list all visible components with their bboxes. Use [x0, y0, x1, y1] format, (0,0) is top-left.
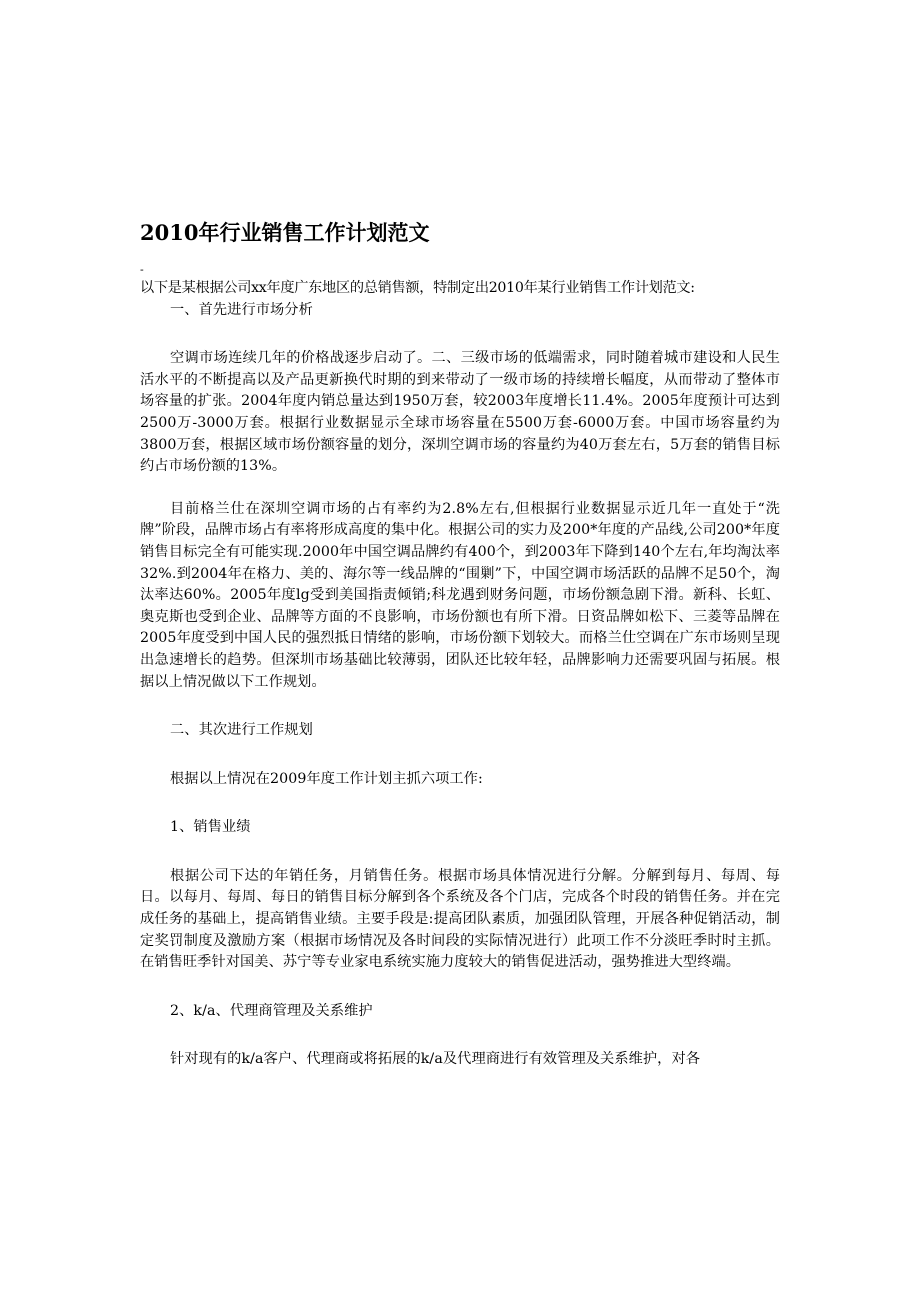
section-heading-work-plan: 二、其次进行工作规划 — [170, 722, 313, 739]
paragraph-sales-targets: 根据公司下达的年销任务，月销售任务。根据市场具体情况进行分解。分解到每月、每周、每日。以每月、每周、每日的销售目标分解到各个系统及各个门店，完成各个时段的销售任务。并在完成任务的基础上，提高销售业绩。主要手段是:提高团队素质，加强团队管理，开展各种促销活动，制定奖罚制度及激励方案（根据市场情况及各时间段的实际情况进行）此项工作不分淡旺季时时主抓。在销售旺季针对国美、苏宁等专业家电系统实施力度较大的销售促进活动，强势推进大型终端。 — [140, 867, 780, 971]
document-title: 2010年行业销售工作计划范文 — [140, 220, 430, 245]
intro-paragraph: 以下是某根据公司xx年度广东地区的总销售额，特制定出2010年某行业销售工作计划范文: — [140, 280, 695, 296]
document-body — [140, 216, 780, 1071]
item-heading-ka-agent-management: 2、k/a、代理商管理及关系维护 — [170, 1002, 373, 1019]
item-heading-sales-performance: 1、销售业绩 — [170, 819, 251, 836]
paragraph-six-tasks: 根据以上情况在2009年度工作计划主抓六项工作: — [170, 770, 483, 787]
paragraph-brand-competition: 目前格兰仕在深圳空调市场的占有率约为2.8%左右,但根据行业数据显示近几年一直处于“洗牌”阶段，品牌市场占有率将形成高度的集中化。根据公司的实力及200*年度的产品线,公司200*年度销售目标完全有可能实现.2000年中国空调品牌约有400个，到2003年下降到140个左右,年均淘汰率32%.到2004年在格力、美的、海尔等一线品牌的“围剿”下，中国空调市场活跃的品牌不足50个，淘汰率达60%。2005年度lg受到美国指责倾销;科龙遇到财务问题，市场份额急剧下滑。新科、长虹、奥克斯也受到企业、品牌等方面的不良影响，市场份额也有所下滑。日资品牌如松下、三菱等品牌在2005年度受到中国人民的强烈抵日情绪的影响，市场份额下划较大。而格兰仕空调在广东市场则呈现出急速增长的趋势。但深圳市场基础比较薄弱，团队还比较年轻，品牌影响力还需要巩固与拓展。根据以上情况做以下工作规划。 — [140, 500, 780, 690]
paragraph-ka-management: 针对现有的k/a客户、代理商或将拓展的k/a及代理商进行有效管理及关系维护，对各 — [170, 1051, 701, 1068]
paragraph-market-size: 空调市场连续几年的价格战逐步启动了。二、三级市场的低端需求，同时随着城市建设和人民生活水平的不断提高以及产品更新换代时期的到来带动了一级市场的持续增长幅度，从而带动了整体市场容量的扩张。2004年度内销总量达到1950万套，较2003年度增长11.4%。2005年度预计可达到2500万-3000万套。根据行业数据显示全球市场容量在5500万套-6000万套。中国市场容量约为3800万套，根据区域市场份额容量的划分，深圳空调市场的容量约为40万套左右，5万套的销售目标约占市场份额的13%。 — [140, 350, 780, 475]
section-heading-market-analysis: 一、首先进行市场分析 — [170, 301, 313, 318]
title-separator: - — [140, 263, 144, 276]
